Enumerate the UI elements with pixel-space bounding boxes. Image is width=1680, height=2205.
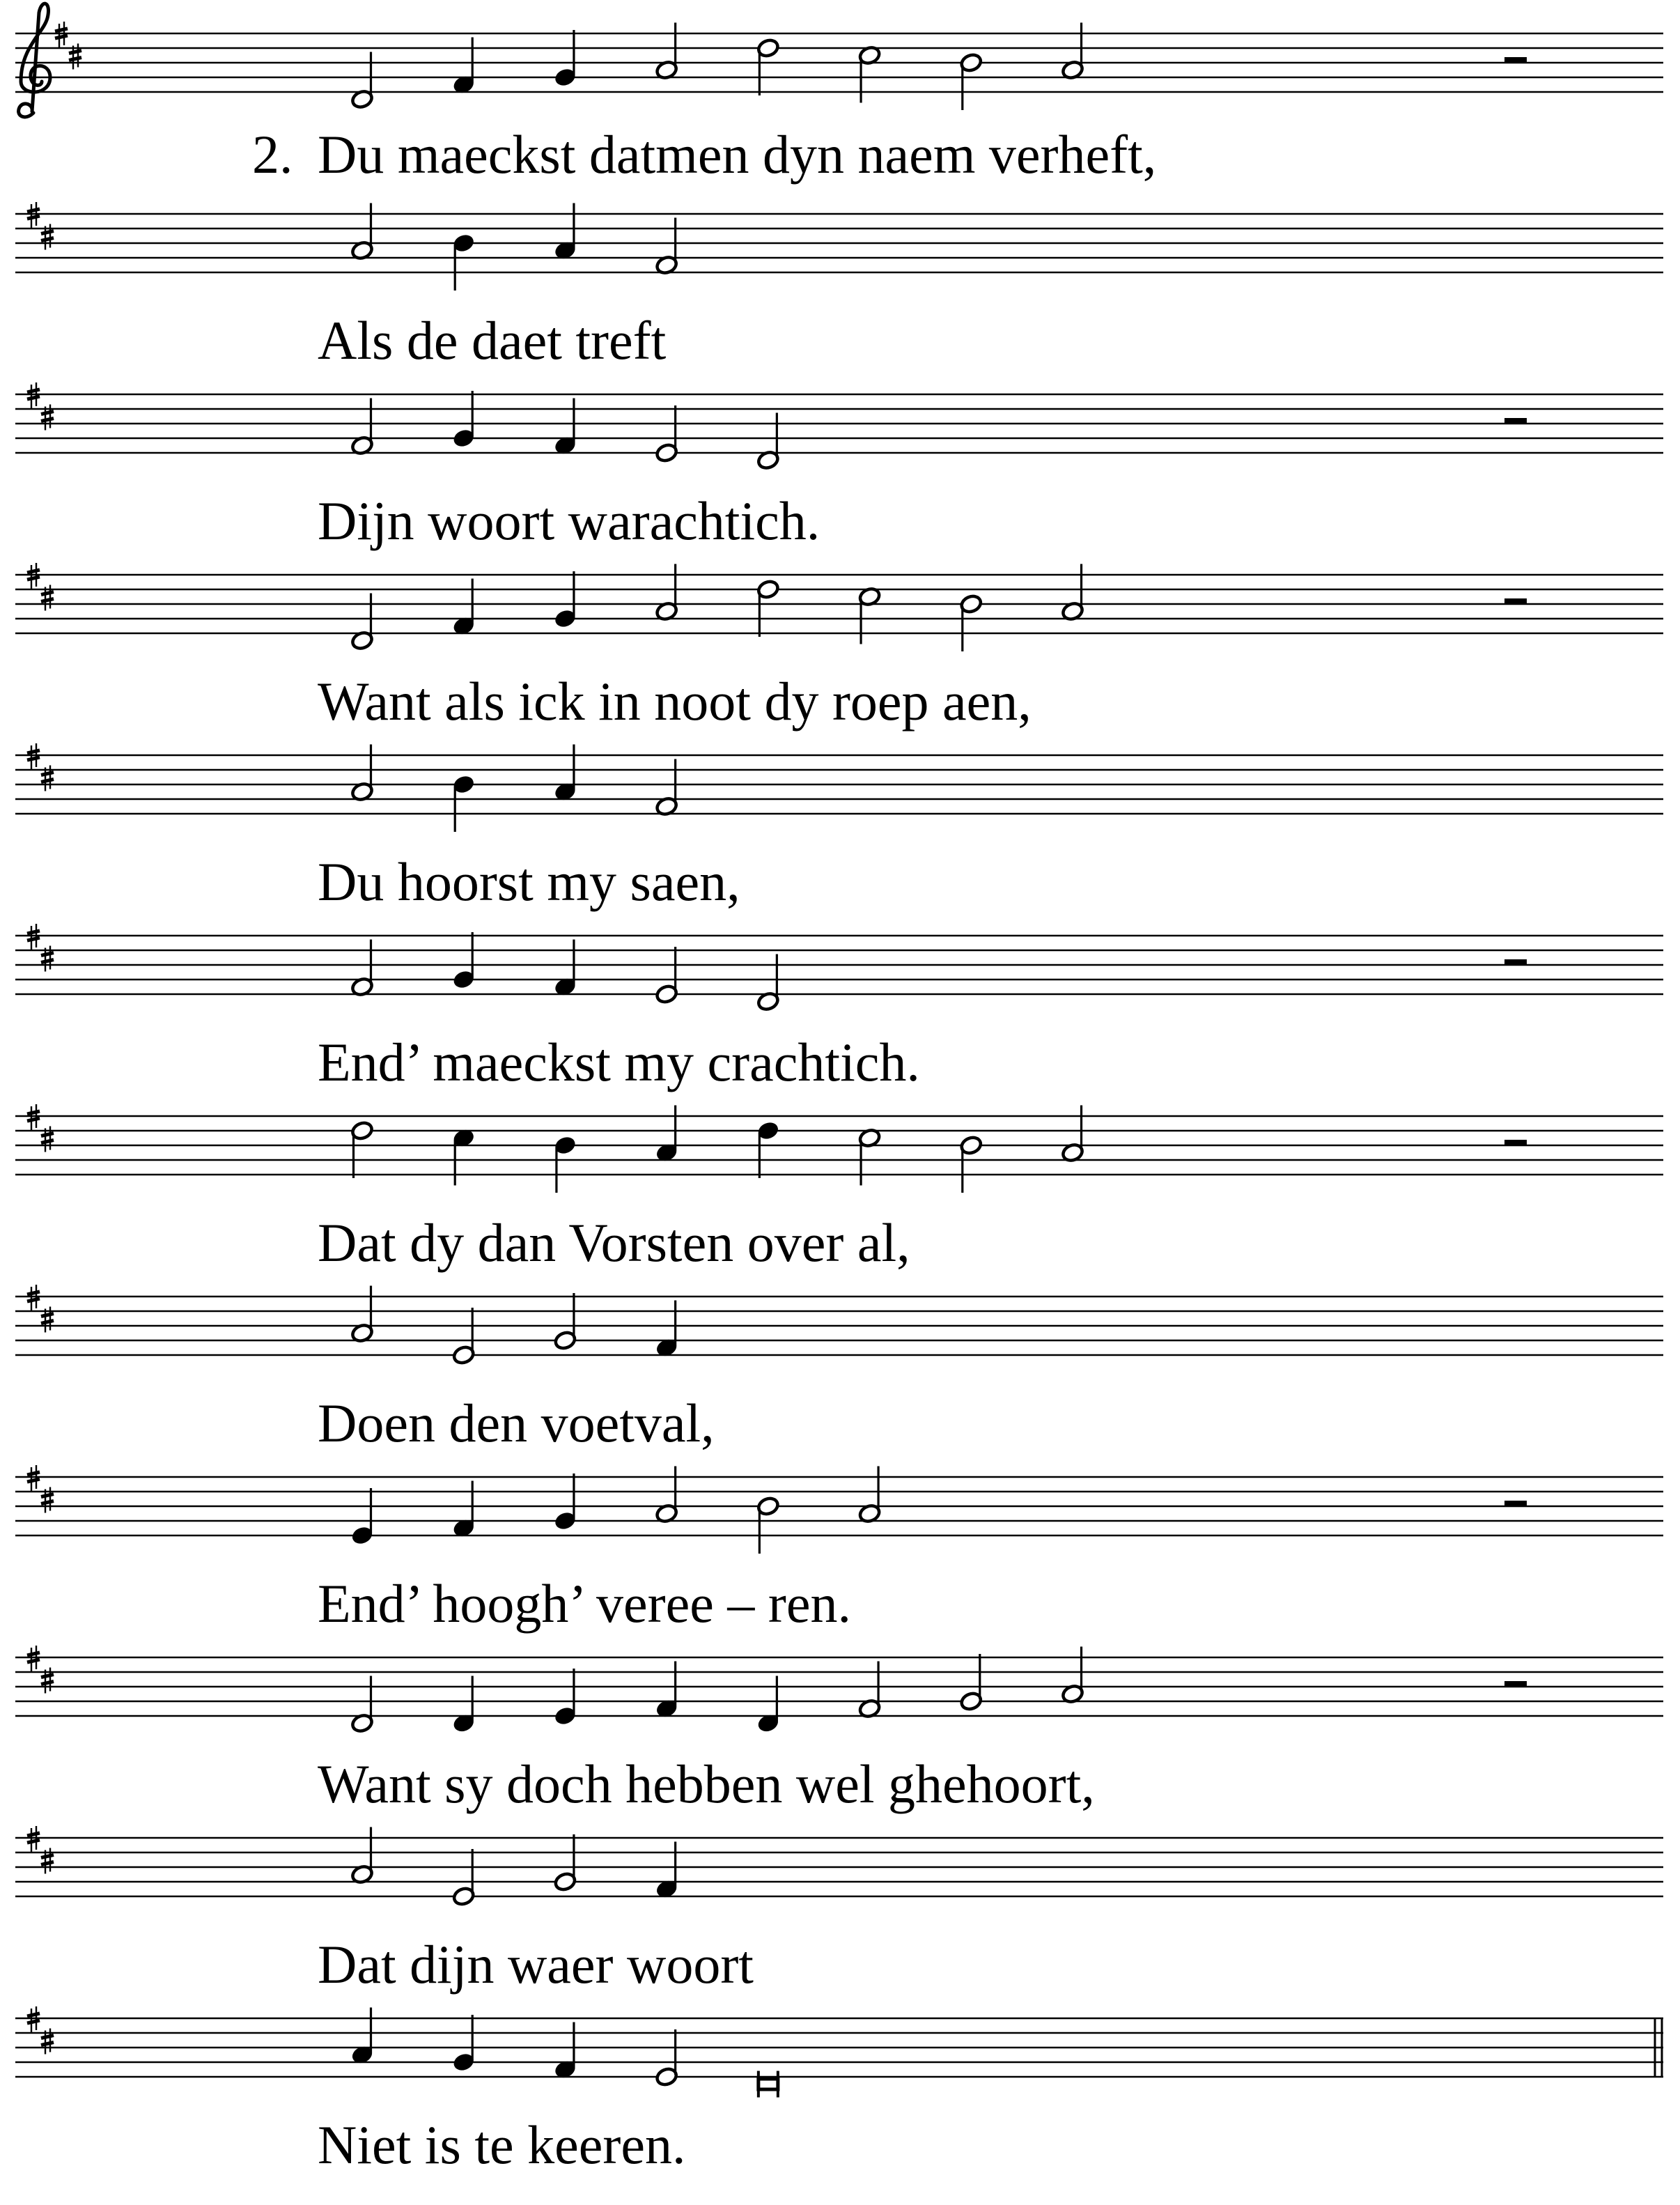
sharp-stroke bbox=[27, 1833, 40, 1836]
sharp-stroke bbox=[41, 419, 54, 421]
half-rest bbox=[1504, 1501, 1527, 1507]
sharp-stroke bbox=[41, 1140, 54, 1143]
system bbox=[15, 924, 1663, 1092]
sharp-stroke bbox=[27, 1479, 40, 1482]
sharp-stroke bbox=[27, 216, 40, 219]
note bbox=[554, 1669, 577, 1726]
sharp-stroke bbox=[41, 1134, 54, 1136]
note bbox=[350, 940, 374, 998]
note bbox=[756, 413, 780, 471]
sharp-stroke bbox=[41, 960, 54, 963]
note bbox=[350, 745, 374, 803]
note bbox=[554, 745, 577, 803]
note bbox=[655, 23, 678, 81]
lyric-line: Dijn woort warachtich. bbox=[318, 490, 820, 551]
sharp-stroke bbox=[27, 570, 40, 573]
system bbox=[15, 1465, 1663, 1634]
note bbox=[452, 38, 476, 95]
note bbox=[554, 399, 577, 456]
sharp-stroke bbox=[41, 780, 54, 782]
key-signature-sharp-f bbox=[27, 202, 40, 228]
note bbox=[554, 1293, 577, 1351]
key-signature-sharp-f bbox=[27, 1285, 40, 1310]
note bbox=[655, 2029, 678, 2087]
key-signature-sharp-f bbox=[27, 563, 40, 589]
sharp-stroke bbox=[27, 931, 40, 934]
half-rest bbox=[1504, 57, 1527, 63]
lyric-line: Dat dy dan Vorsten over al, bbox=[318, 1212, 910, 1273]
key-signature-sharp-f bbox=[27, 1826, 40, 1852]
half-rest bbox=[1504, 1140, 1527, 1146]
sharp-stroke bbox=[69, 51, 81, 54]
note bbox=[756, 1676, 780, 1734]
note bbox=[554, 2022, 577, 2080]
sharp-stroke bbox=[41, 238, 54, 241]
note bbox=[350, 594, 374, 651]
system bbox=[15, 1826, 1663, 1995]
note bbox=[452, 1849, 476, 1907]
sharp-stroke bbox=[27, 1840, 40, 1843]
key-signature-sharp-f bbox=[27, 2006, 40, 2032]
note bbox=[655, 1467, 678, 1524]
sharp-stroke bbox=[41, 1314, 54, 1317]
note bbox=[350, 203, 374, 261]
note bbox=[756, 954, 780, 1012]
sharp-stroke bbox=[27, 396, 40, 399]
score-systems bbox=[15, 3, 1663, 2175]
note bbox=[858, 1467, 882, 1524]
note bbox=[756, 579, 780, 637]
note bbox=[452, 1676, 476, 1734]
sharp-stroke bbox=[27, 938, 40, 941]
note bbox=[554, 203, 577, 261]
system bbox=[15, 2006, 1663, 2175]
note bbox=[959, 1135, 983, 1193]
note bbox=[452, 1481, 476, 1539]
key-signature-sharp-f bbox=[27, 382, 40, 408]
treble-clef bbox=[19, 3, 50, 117]
note bbox=[350, 1286, 374, 1344]
note bbox=[655, 405, 678, 463]
breve-head bbox=[759, 2079, 778, 2089]
note bbox=[554, 940, 577, 998]
note bbox=[554, 1473, 577, 1531]
note bbox=[759, 2071, 778, 2098]
lyric-line: Du maeckst datmen dyn naem verheft, bbox=[318, 124, 1157, 185]
sharp-stroke bbox=[27, 2020, 40, 2023]
note bbox=[350, 1120, 374, 1178]
sharp-stroke bbox=[27, 1472, 40, 1475]
sharp-stroke bbox=[41, 1855, 54, 1858]
key-signature-sharp-f bbox=[27, 743, 40, 769]
system bbox=[15, 1285, 1663, 1453]
half-rest bbox=[1504, 1681, 1527, 1687]
note bbox=[452, 2015, 476, 2073]
sharp-stroke bbox=[55, 29, 68, 31]
sharp-stroke bbox=[41, 773, 54, 775]
sharp-stroke bbox=[41, 1494, 54, 1497]
note bbox=[350, 1676, 374, 1734]
sharp-stroke bbox=[41, 1321, 54, 1324]
sharp-stroke bbox=[41, 1675, 54, 1678]
sharp-stroke bbox=[27, 1299, 40, 1301]
note bbox=[452, 1308, 476, 1365]
sharp-stroke bbox=[55, 36, 68, 38]
half-rest bbox=[1504, 418, 1527, 424]
sharp-stroke bbox=[41, 592, 54, 595]
note bbox=[959, 52, 983, 110]
sharp-stroke bbox=[41, 1862, 54, 1865]
lyric-line: End’ hoogh’ veree – ren. bbox=[318, 1573, 851, 1634]
lyric-line: Als de daet treft bbox=[318, 310, 667, 371]
key-signature-sharp-f bbox=[27, 924, 40, 950]
sharp-stroke bbox=[41, 231, 54, 234]
system bbox=[15, 1104, 1663, 1273]
note bbox=[858, 587, 882, 644]
note bbox=[350, 1488, 374, 1546]
key-signature-sharp-f bbox=[27, 1465, 40, 1491]
sharp-stroke bbox=[41, 1682, 54, 1685]
verse-number: 2. bbox=[252, 124, 293, 185]
half-rest bbox=[1504, 959, 1527, 966]
lyric-line: Dat dijn waer woort bbox=[318, 1934, 754, 1995]
note bbox=[350, 2008, 374, 2066]
sharp-stroke bbox=[41, 953, 54, 956]
note bbox=[554, 571, 577, 629]
sharp-stroke bbox=[27, 1118, 40, 1121]
system bbox=[15, 3, 1663, 185]
note bbox=[350, 1827, 374, 1885]
note bbox=[554, 30, 577, 88]
note bbox=[655, 1106, 678, 1163]
sharp-stroke bbox=[41, 2043, 54, 2045]
sharp-stroke bbox=[41, 599, 54, 602]
note bbox=[452, 774, 476, 832]
note bbox=[858, 45, 882, 103]
note bbox=[959, 594, 983, 651]
note bbox=[554, 1834, 577, 1892]
sharp-stroke bbox=[69, 58, 81, 61]
note bbox=[756, 1120, 780, 1178]
sharp-stroke bbox=[27, 2013, 40, 2016]
note bbox=[655, 1301, 678, 1359]
note bbox=[655, 947, 678, 1005]
system bbox=[15, 563, 1663, 732]
sharp-stroke bbox=[27, 1653, 40, 1655]
note bbox=[756, 1496, 780, 1554]
note bbox=[655, 1842, 678, 1900]
note bbox=[655, 1662, 678, 1719]
note bbox=[858, 1662, 882, 1719]
lyric-line: Want sy doch hebben wel ghehoort, bbox=[318, 1754, 1095, 1814]
sharp-stroke bbox=[41, 1501, 54, 1504]
note bbox=[452, 391, 476, 449]
note bbox=[756, 38, 780, 95]
sharp-stroke bbox=[27, 389, 40, 392]
key-signature-sharp-f bbox=[27, 1104, 40, 1130]
sharp-stroke bbox=[27, 750, 40, 753]
note bbox=[1061, 564, 1084, 622]
system bbox=[15, 202, 1663, 371]
system bbox=[15, 1646, 1663, 1814]
note bbox=[350, 399, 374, 456]
note bbox=[350, 52, 374, 110]
note bbox=[1061, 1647, 1084, 1705]
system bbox=[15, 743, 1663, 912]
note bbox=[452, 579, 476, 637]
note bbox=[858, 1128, 882, 1186]
lyric-line: Niet is te keeren. bbox=[318, 2114, 686, 2175]
note bbox=[452, 233, 476, 291]
sharp-stroke bbox=[27, 757, 40, 760]
lyric-line: Du hoorst my saen, bbox=[318, 851, 740, 912]
note bbox=[655, 564, 678, 622]
lyric-line: Want als ick in noot dy roep aen, bbox=[318, 671, 1032, 732]
note bbox=[655, 218, 678, 276]
system bbox=[15, 382, 1663, 551]
note bbox=[554, 1135, 577, 1193]
note bbox=[452, 932, 476, 990]
sharp-stroke bbox=[27, 1111, 40, 1114]
note bbox=[959, 1654, 983, 1712]
note bbox=[1061, 23, 1084, 81]
sharp-stroke bbox=[27, 209, 40, 212]
key-signature-sharp-f bbox=[27, 1646, 40, 1671]
note bbox=[452, 1128, 476, 1186]
sharp-stroke bbox=[27, 1292, 40, 1294]
lyric-line: End’ maeckst my crachtich. bbox=[318, 1032, 920, 1092]
sharp-stroke bbox=[27, 577, 40, 580]
half-rest bbox=[1504, 598, 1527, 605]
lyric-line: Doen den voetval, bbox=[318, 1393, 715, 1453]
clef-curve bbox=[19, 3, 50, 117]
note bbox=[1061, 1106, 1084, 1163]
sharp-stroke bbox=[41, 412, 54, 415]
sharp-stroke bbox=[41, 2036, 54, 2038]
sharp-stroke bbox=[27, 1659, 40, 1662]
key-signature-sharp-f bbox=[55, 22, 68, 47]
note bbox=[655, 759, 678, 817]
